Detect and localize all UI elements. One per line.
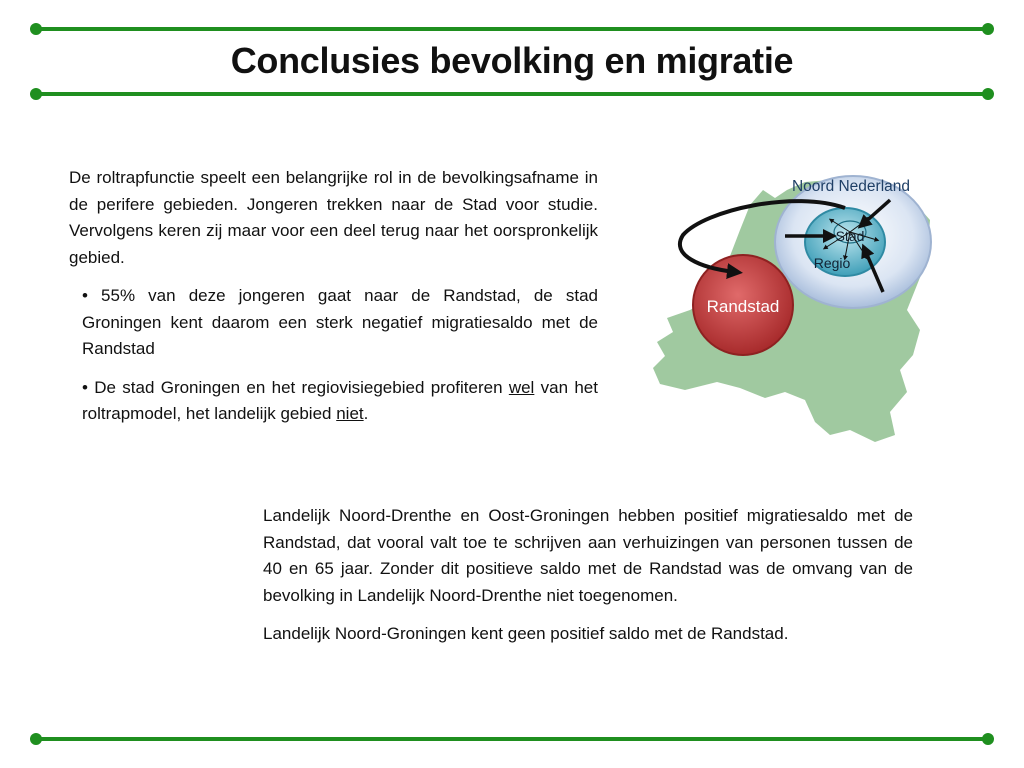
bottom-paragraph-2: Landelijk Noord-Groningen kent geen positief saldo met de Randstad.: [263, 624, 789, 643]
bottom-text-block: [263, 503, 913, 660]
label-randstad: Randstad: [706, 297, 780, 316]
top-rule-upper: [36, 27, 988, 31]
bullet-item-2: [82, 375, 598, 428]
underlined-wel: wel: [508, 377, 535, 397]
bottom-paragraph-1: Landelijk Noord-Drenthe en Oost-Groningen hebben positief migratiesaldo met de Randstad, dat vooral valt toe te schrijven aan verhuizingen van personen tussen de 40 en 65 jaar. Zonder dit positieve saldo met de Randstad was de omvang van de bevolking in Landelijk Noord-Drenthe niet toegenomen.: [263, 506, 913, 605]
bullet-item-1: • 55% van deze jongeren gaat naar de Randstad, de stad Groningen kent daarom een sterk negatief migratiesaldo met de Randstad: [82, 286, 598, 358]
underlined-niet: niet: [336, 404, 364, 423]
label-stad: Stad: [835, 228, 865, 244]
slide-title: Conclusies bevolking en migratie: [230, 40, 794, 81]
bottom-rule: [36, 737, 988, 741]
bullet-2-text-c: .: [363, 404, 369, 423]
bullet-2-text-b: van het roltrapmodel, het landelijk gebied: [82, 377, 598, 423]
intro-paragraph: De roltrapfunctie speelt een belangrijke rol in de bevolkingsafname in de perifere gebieden. Jongeren trekken naar de Stad voor studie. Vervolgens keren zij maar voor een deel terug naar het oorspronkelijk gebied.: [69, 168, 598, 267]
left-text-block: [69, 165, 598, 440]
label-noord-nederland: Noord Nederland: [791, 178, 911, 195]
label-regio: Regio: [813, 255, 851, 271]
migration-diagram: [645, 160, 935, 445]
bullet-2-text-a: • De stad Groningen en het regiovisiegebied profiteren: [82, 377, 509, 397]
top-rule-lower: [36, 92, 988, 96]
